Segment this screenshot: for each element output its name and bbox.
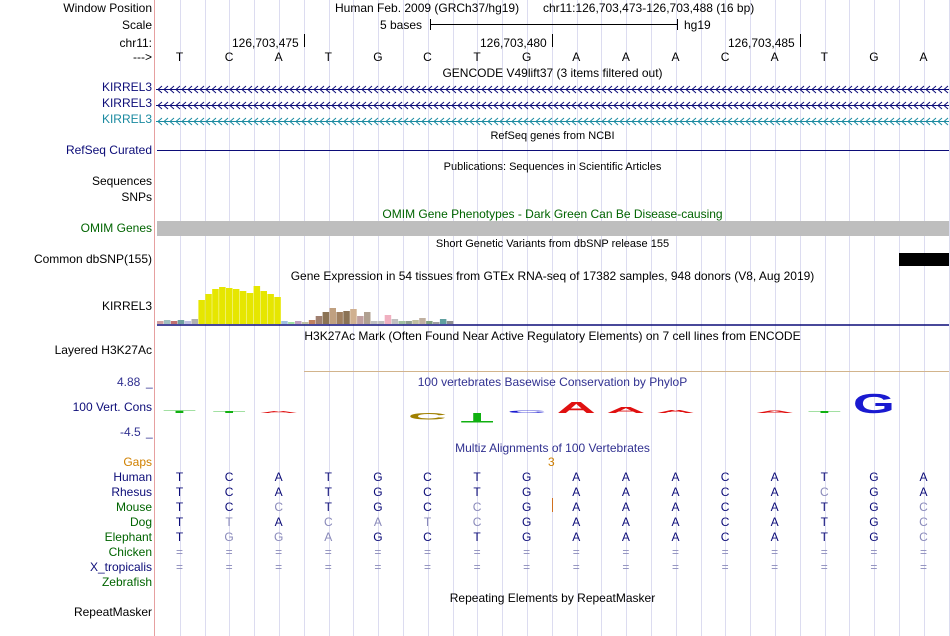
gtex-tissue-bar: [198, 300, 205, 324]
sequence-base[interactable]: T: [820, 50, 828, 64]
alignment-base: A: [770, 530, 779, 544]
alignment-base: A: [373, 515, 382, 529]
cons-logo-letter: A: [755, 410, 795, 414]
gtex-tissue-bar: [412, 320, 419, 324]
gtex-tissue-bar: [254, 286, 261, 324]
alignment-base: =: [771, 560, 779, 574]
species-label[interactable]: Rhesus: [111, 485, 152, 499]
alignment-base: A: [919, 470, 928, 484]
alignment-base: G: [869, 500, 879, 514]
gtex-tissue-bar: [240, 291, 247, 324]
sequence-base[interactable]: G: [869, 50, 879, 64]
gtex-tissue-bar: [392, 319, 399, 324]
sequence-base[interactable]: A: [770, 50, 779, 64]
refseq-label[interactable]: RefSeq Curated: [65, 143, 152, 157]
gtex-tissue-bar: [226, 288, 233, 324]
gtex-tissue-bar: [316, 316, 323, 324]
gtex-label[interactable]: KIRREL3: [101, 299, 152, 313]
alignment-base: C: [423, 485, 432, 499]
gtex-tissue-bar: [157, 321, 164, 324]
alignment-base: C: [720, 470, 730, 484]
gtex-tissue-bar: [164, 320, 171, 324]
alignment-base: =: [919, 545, 927, 559]
gtex-tissue-bar: [185, 321, 192, 324]
gtex-tissue-bar: [178, 320, 185, 324]
alignment-base: G: [522, 500, 532, 514]
alignment-base: T: [820, 470, 828, 484]
alignment-base: C: [423, 530, 432, 544]
sequence-base[interactable]: A: [572, 50, 581, 64]
alignment-base: G: [869, 515, 879, 529]
gaps-label: Gaps: [123, 455, 152, 469]
alignment-base: G: [274, 530, 284, 544]
cons-track-title[interactable]: 100 vertebrates Basewise Conservation by PhyloP: [417, 375, 688, 389]
dbsnp-label[interactable]: Common dbSNP(155): [33, 252, 152, 266]
scale-db: hg19: [684, 18, 711, 32]
gtex-tissue-bar: [309, 320, 316, 324]
sequence-base[interactable]: G: [373, 50, 383, 64]
alignment-base: A: [671, 470, 680, 484]
alignment-base: =: [721, 545, 729, 559]
cons-logo-letter: T: [163, 410, 196, 414]
gtex-tissue-bar: [433, 322, 440, 324]
alignment-base: A: [621, 515, 630, 529]
sequence-base[interactable]: A: [919, 50, 928, 64]
gtex-tissue-bar: [371, 321, 378, 324]
alignment-base: C: [819, 485, 829, 499]
alignment-base: T: [473, 485, 481, 499]
alignment-base: =: [473, 560, 481, 574]
alignment-base: =: [572, 560, 580, 574]
position-readout: chr11:126,703,473-126,703,488 (16 bp): [543, 1, 755, 15]
refseq-track-title[interactable]: RefSeq genes from NCBI: [490, 130, 615, 142]
cons-logo-letter: T: [460, 409, 494, 426]
gtex-tissue-bar: [440, 319, 447, 324]
alignment-base: A: [770, 470, 779, 484]
publications-sequences-label[interactable]: Sequences: [91, 174, 152, 188]
gtex-tissue-bar: [233, 289, 240, 324]
alignment-base: T: [175, 470, 184, 484]
alignment-base: T: [820, 515, 828, 529]
alignment-base: =: [275, 560, 283, 574]
alignment-base: A: [770, 500, 779, 514]
h3k27ac-track-title[interactable]: H3K27Ac Mark (Often Found Near Active Regulatory Elements) on 7 cell lines from ENCODE: [304, 329, 801, 343]
alignment-base: A: [572, 530, 581, 544]
alignment-base: =: [820, 545, 828, 559]
scale-label[interactable]: Scale: [121, 18, 152, 32]
gtex-track-title[interactable]: Gene Expression in 54 tissues from GTEx RNA-seq of 17382 samples, 948 donors (V8, Aug 2019): [290, 269, 815, 283]
alignment-base: =: [523, 560, 531, 574]
alignment-base: G: [869, 485, 879, 499]
sequence-base[interactable]: T: [324, 50, 332, 64]
alignment-base: A: [621, 470, 630, 484]
alignment-base: T: [820, 530, 828, 544]
sequence-base[interactable]: T: [473, 50, 481, 64]
alignment-base: C: [472, 500, 482, 514]
gencode-label-1[interactable]: KIRREL3: [101, 80, 152, 94]
alignment-base: T: [423, 515, 432, 529]
ruler-tick-label: 126,703,475: [232, 36, 299, 50]
alignment-base: G: [373, 500, 383, 514]
alignment-base: =: [473, 545, 481, 559]
gtex-tissue-bar: [302, 322, 309, 324]
sequence-base[interactable]: A: [274, 50, 283, 64]
alignment-base: =: [671, 560, 679, 574]
h3k27ac-label[interactable]: Layered H3K27Ac: [54, 343, 152, 357]
alignment-base: T: [175, 500, 184, 514]
alignment-base: C: [919, 515, 928, 529]
gtex-tissue-bar: [171, 321, 178, 324]
alignment-base: A: [324, 530, 333, 544]
alignment-base: T: [324, 485, 332, 499]
cons-logo-letter: C: [507, 409, 547, 414]
alignment-base: C: [224, 500, 234, 514]
alignment-base: C: [423, 500, 432, 514]
gtex-tissue-bar: [357, 316, 364, 324]
alignment-base: A: [671, 530, 680, 544]
alignment-base: =: [423, 545, 431, 559]
gtex-tissue-bar: [281, 321, 288, 324]
alignment-base: =: [870, 560, 878, 574]
alignment-base: G: [869, 530, 879, 544]
alignment-base: T: [175, 515, 184, 529]
alignment-base: C: [720, 485, 730, 499]
alignment-base: =: [771, 545, 779, 559]
cons-logo-letter: T: [807, 410, 841, 414]
strand-label[interactable]: --->: [133, 50, 152, 64]
gtex-tissue-bar: [261, 291, 268, 324]
cons-logo-letter: A: [656, 409, 695, 415]
gtex-tissue-bar: [295, 321, 302, 324]
alignment-base: A: [274, 485, 283, 499]
dbsnp-track-title[interactable]: Short Genetic Variants from dbSNP release 155: [435, 238, 670, 250]
alignment-base: C: [224, 485, 234, 499]
gap-count: 3: [548, 455, 555, 469]
alignment-base: A: [274, 470, 283, 484]
alignment-base: =: [324, 545, 332, 559]
gtex-tissue-bar: [323, 312, 330, 324]
cons-logo-letter: A: [259, 410, 299, 414]
publications-snps-label[interactable]: SNPs: [121, 190, 152, 204]
alignment-base: C: [720, 500, 730, 514]
omim-label[interactable]: OMIM Genes: [80, 221, 152, 235]
gtex-tissue-bar: [336, 312, 343, 324]
repeatmasker-label[interactable]: RepeatMasker: [73, 605, 152, 619]
gtex-tissue-bar: [212, 289, 219, 324]
species-label[interactable]: X_tropicalis: [89, 560, 152, 574]
gtex-tissue-bar: [330, 308, 337, 324]
alignment-base: C: [472, 515, 482, 529]
cons-logo-letter: A: [556, 398, 596, 417]
alignment-base: G: [869, 470, 879, 484]
gtex-tissue-bar: [399, 321, 406, 324]
alignment-base: =: [721, 560, 729, 574]
omim-track-title[interactable]: OMIM Gene Phenotypes - Dark Green Can Be Disease-causing: [382, 207, 723, 221]
alignment-base: T: [324, 500, 332, 514]
alignment-base: C: [274, 500, 284, 514]
sequence-base[interactable]: G: [522, 50, 532, 64]
species-label[interactable]: Dog: [129, 515, 152, 529]
gtex-tissue-bar: [447, 321, 454, 324]
cons-logo-letter: T: [212, 410, 246, 414]
alignment-base: =: [275, 545, 283, 559]
alignment-base: =: [622, 560, 630, 574]
scale-text: 5 bases: [380, 18, 423, 32]
alignment-base: =: [175, 545, 183, 559]
sequence-base[interactable]: C: [423, 50, 432, 64]
sequence-base[interactable]: T: [175, 50, 184, 64]
gencode-track-title[interactable]: GENCODE V49lift37 (3 items filtered out): [442, 66, 663, 80]
alignment-base: C: [720, 530, 730, 544]
gtex-tissue-bar: [419, 318, 426, 324]
gtex-tissue-bar: [364, 312, 371, 324]
cons-logo-letter: A: [606, 405, 646, 415]
alignment-base: C: [720, 515, 730, 529]
alignment-base: T: [175, 485, 184, 499]
alignment-base: =: [423, 560, 431, 574]
gtex-tissue-bar: [219, 287, 226, 324]
alignment-base: =: [324, 560, 332, 574]
alignment-base: =: [374, 545, 382, 559]
alignment-base: A: [621, 500, 630, 514]
alignment-base: =: [225, 560, 233, 574]
cons-logo-letter: G: [852, 388, 895, 420]
alignment-base: C: [423, 470, 432, 484]
cons-max-value: 4.88: [117, 375, 141, 389]
alignment-base: A: [671, 485, 680, 499]
alignment-base: =: [671, 545, 679, 559]
publications-track-title[interactable]: Publications: Sequences in Scientific Articles: [443, 161, 662, 173]
alignment-base: C: [919, 530, 928, 544]
gtex-tissue-bar: [405, 321, 412, 324]
gtex-tissue-bar: [267, 294, 274, 324]
alignment-base: G: [522, 530, 532, 544]
alignment-base: G: [522, 485, 532, 499]
alignment-base: T: [175, 530, 184, 544]
gtex-tissue-bar: [192, 319, 199, 324]
alignment-base: C: [224, 470, 234, 484]
alignment-base: G: [373, 530, 383, 544]
alignment-base: =: [820, 560, 828, 574]
alignment-base: =: [622, 545, 630, 559]
gtex-tissue-bar: [288, 322, 295, 324]
assembly-name: Human Feb. 2009 (GRCh37/hg19): [335, 1, 520, 15]
alignment-base: =: [919, 560, 927, 574]
species-label[interactable]: Chicken: [108, 545, 152, 559]
gtex-tissue-bar: [343, 311, 350, 324]
alignment-base: =: [374, 560, 382, 574]
chrom-label[interactable]: chr11:: [119, 36, 152, 50]
alignment-base: G: [522, 470, 532, 484]
alignment-base: A: [770, 485, 779, 499]
alignment-base: =: [870, 545, 878, 559]
sequence-base[interactable]: C: [720, 50, 730, 64]
alignment-base: T: [820, 500, 828, 514]
alignment-base: C: [919, 500, 928, 514]
gtex-tissue-bar: [205, 294, 212, 324]
alignment-base: A: [919, 485, 928, 499]
species-label[interactable]: Elephant: [104, 530, 152, 544]
gtex-tissue-bar: [385, 315, 392, 324]
alignment-base: T: [473, 530, 481, 544]
gencode-label-2[interactable]: KIRREL3: [101, 96, 152, 110]
gtex-tissue-bar: [378, 321, 385, 324]
cons-min-tick: _: [146, 425, 153, 439]
alignment-base: A: [621, 530, 630, 544]
sequence-base[interactable]: C: [224, 50, 234, 64]
alignment-base: A: [572, 500, 581, 514]
cons-logo-letter: C: [408, 410, 447, 422]
window-position-label[interactable]: Window Position: [63, 1, 152, 15]
alignment-base: G: [522, 515, 532, 529]
alignment-base: G: [373, 470, 383, 484]
alignment-base: A: [770, 515, 779, 529]
cons-min-value: -4.5: [120, 425, 141, 439]
ruler-tick-label: 126,703,485: [728, 36, 795, 50]
gtex-tissue-bar: [426, 321, 433, 324]
repeatmasker-track-title[interactable]: Repeating Elements by RepeatMasker: [449, 591, 656, 605]
alignment-base: =: [225, 545, 233, 559]
alignment-base: G: [373, 485, 383, 499]
alignment-base: =: [572, 545, 580, 559]
alignment-base: T: [324, 470, 332, 484]
cons-label[interactable]: 100 Vert. Cons: [72, 400, 152, 414]
alignment-base: T: [225, 515, 233, 529]
gtex-tissue-bar: [247, 293, 254, 324]
alignment-base: A: [572, 515, 581, 529]
sequence-base[interactable]: A: [671, 50, 680, 64]
species-label[interactable]: Human: [113, 470, 152, 484]
alignment-base: A: [572, 470, 581, 484]
ruler-tick-label: 126,703,480: [480, 36, 547, 50]
alignment-base: =: [175, 560, 183, 574]
alignment-base: A: [671, 500, 680, 514]
alignment-base: G: [224, 530, 234, 544]
alignment-base: A: [572, 485, 581, 499]
multiz-track-title[interactable]: Multiz Alignments of 100 Vertebrates: [455, 441, 650, 455]
cons-max-tick: _: [146, 375, 153, 389]
alignment-base: =: [523, 545, 531, 559]
species-label[interactable]: Mouse: [115, 500, 152, 514]
sequence-base[interactable]: A: [621, 50, 630, 64]
gtex-tissue-bar: [350, 309, 357, 324]
alignment-base: A: [274, 515, 283, 529]
gencode-label-3[interactable]: KIRREL3: [101, 112, 152, 126]
alignment-base: A: [621, 485, 630, 499]
alignment-base: C: [323, 515, 333, 529]
gtex-tissue-bar: [274, 297, 281, 324]
alignment-base: T: [473, 470, 481, 484]
alignment-base: A: [671, 515, 680, 529]
species-label[interactable]: Zebrafish: [101, 575, 152, 589]
